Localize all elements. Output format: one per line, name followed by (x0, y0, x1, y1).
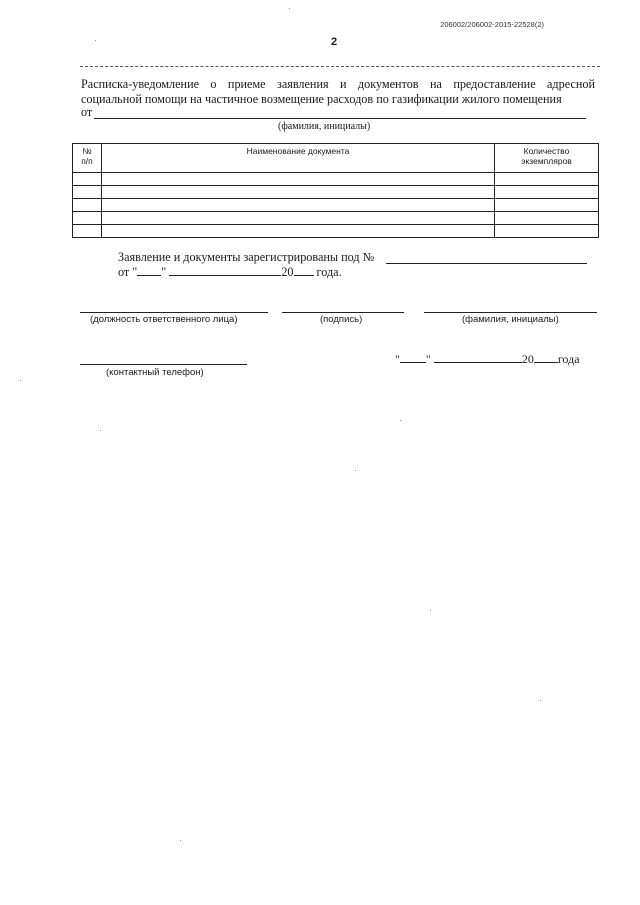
table-cell[interactable] (73, 173, 102, 186)
contact-phone-field[interactable] (80, 364, 247, 365)
table-cell[interactable] (102, 186, 495, 199)
year-suffix: года. (316, 265, 342, 279)
scan-speck (180, 840, 181, 841)
dashed-divider (80, 66, 600, 67)
issue-month-field[interactable] (434, 351, 522, 363)
table-cell[interactable] (102, 225, 495, 238)
contact-phone-caption: (контактный телефон) (106, 367, 204, 378)
table-cell[interactable] (102, 199, 495, 212)
table-cell[interactable] (102, 173, 495, 186)
table-cell[interactable] (495, 199, 599, 212)
official-name-field[interactable] (424, 312, 597, 313)
table-cell[interactable] (495, 186, 599, 199)
header-count (495, 144, 599, 173)
header-number (73, 144, 102, 173)
issue-year-suffix: года (557, 352, 580, 366)
table-cell[interactable] (73, 212, 102, 225)
issue-date-row (395, 351, 580, 367)
scan-speck (100, 430, 101, 431)
applicant-name-field[interactable] (94, 118, 586, 119)
year-field[interactable] (294, 264, 314, 276)
signature-caption: (подпись) (320, 314, 363, 325)
date-quote-open: " (395, 352, 400, 366)
table-row[interactable] (73, 199, 599, 212)
registration-date-row (118, 264, 342, 280)
table-cell[interactable] (102, 212, 495, 225)
table-row[interactable] (73, 173, 599, 186)
month-field[interactable] (169, 264, 281, 276)
scan-speck (540, 700, 541, 701)
table-header-row (73, 144, 599, 173)
day-field[interactable] (137, 264, 161, 276)
position-field[interactable] (80, 312, 268, 313)
page-number: 2 (331, 36, 338, 48)
table-cell[interactable] (73, 225, 102, 238)
issue-year-field[interactable] (534, 351, 558, 363)
scan-speck (20, 380, 21, 381)
header-number-line-2: п/п (81, 156, 93, 166)
receipt-title (81, 77, 595, 106)
scan-speck (95, 40, 96, 41)
table-cell[interactable] (495, 212, 599, 225)
receipt-title-line-2: социальной помощи на частичное возмещение расходов по газификации жилого помещения (81, 91, 562, 106)
table-row[interactable] (73, 225, 599, 238)
date-quote-close: " (425, 352, 431, 366)
scan-speck (430, 610, 431, 611)
date-quote-close: " (161, 265, 167, 279)
scan-speck (355, 470, 356, 471)
table-cell[interactable] (73, 199, 102, 212)
documents-table (72, 143, 599, 238)
header-number-line-1: № (82, 146, 92, 156)
table-cell[interactable] (495, 173, 599, 186)
table-row[interactable] (73, 212, 599, 225)
issue-year-prefix: 20 (521, 352, 534, 366)
registration-number-field[interactable] (386, 263, 587, 264)
applicant-name-caption: (фамилия, инициалы) (278, 121, 371, 132)
table-cell[interactable] (495, 225, 599, 238)
header-document-name: Наименование документа (102, 144, 495, 173)
header-count-line-2: экземпляров (521, 156, 572, 166)
registration-text: Заявление и документы зарегистрированы под № (118, 250, 375, 264)
table-cell[interactable] (73, 186, 102, 199)
position-caption: (должность ответственного лица) (90, 314, 238, 325)
scan-speck (400, 420, 401, 421)
issue-day-field[interactable] (400, 351, 426, 363)
table-row[interactable] (73, 186, 599, 199)
date-prefix: от " (118, 265, 138, 279)
from-label: от (81, 105, 93, 119)
scan-speck (289, 8, 290, 9)
signature-field[interactable] (282, 312, 404, 313)
receipt-title-line-1: Расписка-уведомление о приеме заявления и документов на предоставление адресной (81, 77, 595, 91)
year-prefix: 20 (281, 265, 294, 279)
official-name-caption: (фамилия, инициалы) (462, 314, 559, 325)
header-count-line-1: Количество (523, 146, 570, 156)
document-id: 206002/206002-2015-22528(2) (440, 20, 544, 29)
